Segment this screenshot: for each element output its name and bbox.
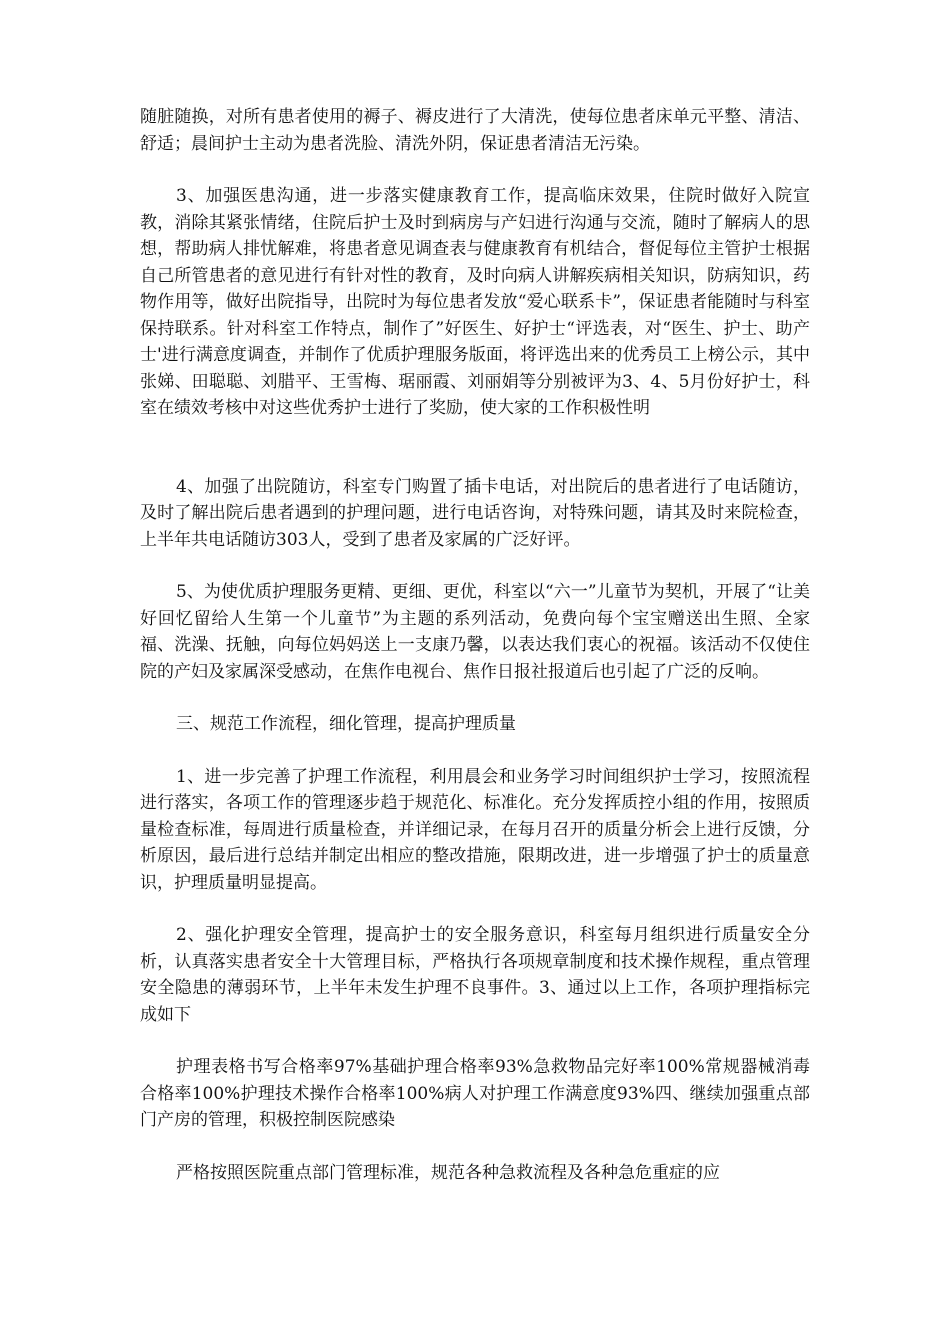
- paragraph-follow-up: 4、加强了出院随访，科室专门购置了插卡电话，对出院后的患者进行了电话随访，及时了解出院后患者遇到的护理问题，进行电话咨询，对特殊问题，请其及时来院检查，上半年共电话随访303人，受到了患者及家属的广泛好评。: [140, 476, 810, 550]
- paragraph-cleaning: 随脏随换，对所有患者使用的褥子、褥皮进行了大清洗，使每位患者床单元平整、清洁、舒适；晨间护士主动为患者洗脸、清洗外阴，保证患者清洁无污染。: [140, 107, 810, 154]
- paragraph-communication: 3、加强医患沟通，进一步落实健康教育工作，提高临床效果，住院时做好入院宣教，消除其紧张情绪，住院后护士及时到病房与产妇进行沟通与交流，随时了解病人的思想，帮助病人排忧解难，将患者意见调查表与健康教育有机结合，督促每位主管护士根据自己所管患者的意见进行有针对性的教育，及时向病人讲解疾病相关知识，防病知识，药物作用等，做好出院指导，出院时为每位患者发放“爱心联系卡”，保证患者能随时与科室保持联系。针对科室工作特点，制作了”好医生、好护士“评选表，对“医生、护士、助产士'进行满意度调查，并制作了优质护理服务版面，将评选出来的优秀员工上榜公示，其中张娣、田聪聪、刘腊平、王雪梅、琚丽霞、刘丽娟等分别被评为3、4、5月份好护士，科室在绩效考核中对这些优秀护士进行了奖励，使大家的工作积极性明: [140, 186, 810, 418]
- document-body: [140, 104, 810, 1212]
- paragraph-safety: 2、强化护理安全管理，提高护士的安全服务意识，科室每月组织进行质量安全分析，认真落实患者安全十大管理目标，严格执行各项规章制度和技术操作规程，重点管理安全隐患的薄弱环节，上半年未发生护理不良事件。3、通过以上工作，各项护理指标完成如下: [140, 925, 810, 1025]
- paragraph-standards: 严格按照医院重点部门管理标准，规范各种急救流程及各种急危重症的应: [176, 1162, 720, 1183]
- paragraph-workflow: 1、进一步完善了护理工作流程，利用晨会和业务学习时间组织护士学习，按照流程进行落实，各项工作的管理逐步趋于规范化、标准化。充分发挥质控小组的作用，按照质量检查标准，每周进行质量检查，并详细记录，在每月召开的质量分析会上进行反馈，分析原因，最后进行总结并制定出相应的整改措施，限期改进，进一步增强了护士的质量意识，护理质量明显提高。: [140, 766, 810, 893]
- paragraph-childrens-day: 5、为使优质护理服务更精、更细、更优，科室以“六一”儿童节为契机，开展了“让美好回忆留给人生第一个儿童节”为主题的系列活动，免费向每个宝宝赠送出生照、全家福、洗澡、抚触，向每位妈妈送上一支康乃馨，以表达我们衷心的祝福。该活动不仅使住院的产妇及家属深受感动，在焦作电视台、焦作日报社报道后也引起了广泛的反响。: [140, 582, 810, 682]
- section-heading: 三、规范工作流程，细化管理，提高护理质量: [176, 714, 516, 734]
- paragraph-indicators: 护理表格书写合格率97%基础护理合格率93%急救物品完好率100%常规器械消毒合格率100%护理技术操作合格率100%病人对护理工作满意度93%四、继续加强重点部门产房的管理，积极控制医院感染: [140, 1057, 810, 1130]
